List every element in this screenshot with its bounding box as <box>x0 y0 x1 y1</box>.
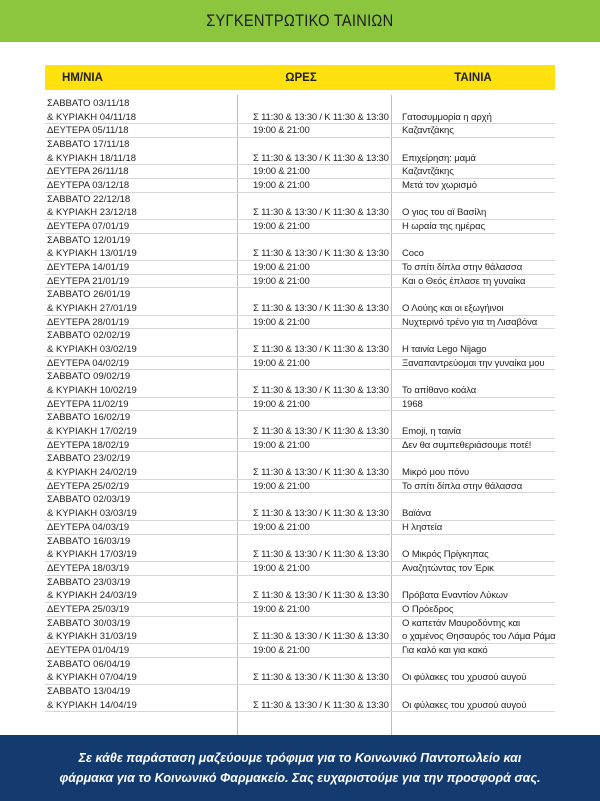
footer-band <box>0 735 600 801</box>
schedule-row <box>45 329 555 356</box>
screening-date: & ΚΥΡΙΑΚΗ 13/01/19 <box>47 248 137 260</box>
film-title: Πρόβατα Εναντίον Λύκων <box>402 590 508 602</box>
footer-message-line: Σε κάθε παράσταση μαζεύουμε τρόφιμα για το Κοινωνικό Παντοπωλείο και <box>78 751 522 765</box>
film-title: Οι φύλακες του χρυσού αυγού <box>402 672 527 684</box>
screening-date: & ΚΥΡΙΑΚΗ 10/02/19 <box>47 385 137 397</box>
screening-times: 19:00 & 21:00 <box>253 262 310 274</box>
column-header-film: ΤΑΙΝΙΑ <box>454 71 492 84</box>
date-cell <box>45 685 237 712</box>
film-cell <box>391 220 555 234</box>
screening-times: 19:00 & 21:00 <box>253 562 310 574</box>
screening-date: ΣΑΒΒΑΤΟ 16/02/19 <box>47 412 131 424</box>
schedule-row <box>45 535 555 562</box>
date-cell <box>45 439 237 453</box>
schedule-row <box>45 452 555 479</box>
schedule-row <box>45 179 555 193</box>
film-title: Καζαντζάκης <box>402 125 454 137</box>
table-header <box>45 65 555 90</box>
film-cell <box>391 452 555 479</box>
screening-date: ΣΑΒΒΑΤΟ 17/11/18 <box>47 139 130 151</box>
screening-date: & ΚΥΡΙΑΚΗ 31/03/19 <box>47 631 137 643</box>
footer-message-line: φάρμακα για το Κοινωνικό Φαρμακείο. Σας ευχαριστούμε για την προσφορά σας. <box>59 771 541 785</box>
film-title: Δεν θα συμπεθεριάσουμε ποτέ! <box>402 439 532 451</box>
times-cell <box>237 97 391 124</box>
date-cell <box>45 411 237 438</box>
date-cell <box>45 452 237 479</box>
times-cell <box>237 562 391 576</box>
film-title: Μετά τον χωρισμό <box>402 180 477 192</box>
film-cell <box>391 124 555 138</box>
film-cell <box>391 562 555 576</box>
date-cell <box>45 644 237 658</box>
screening-times: 19:00 & 21:00 <box>253 644 310 656</box>
screening-date: ΣΑΒΒΑΤΟ 23/02/19 <box>47 453 131 465</box>
screening-times: Σ 11:30 & 13:30 / Κ 11:30 & 13:30 <box>253 152 389 164</box>
times-cell <box>237 193 391 220</box>
screening-date: ΣΑΒΒΑΤΟ 13/04/19 <box>47 685 131 697</box>
schedule-row <box>45 658 555 685</box>
film-title: Η ταινία Lego Nijago <box>402 344 487 356</box>
column-header-times: ΩΡΕΣ <box>285 71 317 84</box>
screening-times: Σ 11:30 & 13:30 / Κ 11:30 & 13:30 <box>253 549 389 561</box>
screening-date: ΣΑΒΒΑΤΟ 02/02/19 <box>47 330 131 342</box>
screening-date: & ΚΥΡΙΑΚΗ 24/02/19 <box>47 467 137 479</box>
date-cell <box>45 193 237 220</box>
screening-times: Σ 11:30 & 13:30 / Κ 11:30 & 13:30 <box>253 207 389 219</box>
schedule-row <box>45 138 555 165</box>
date-cell <box>45 165 237 179</box>
times-cell <box>237 685 391 712</box>
schedule-row <box>45 521 555 535</box>
schedule-row <box>45 288 555 315</box>
times-cell <box>237 275 391 289</box>
schedule-row <box>45 275 555 289</box>
screening-date: ΣΑΒΒΑΤΟ 02/03/19 <box>47 494 131 506</box>
screening-date: & ΚΥΡΙΑΚΗ 17/03/19 <box>47 549 137 561</box>
screening-times: Σ 11:30 & 13:30 / Κ 11:30 & 13:30 <box>253 344 389 356</box>
times-cell <box>237 411 391 438</box>
times-cell <box>237 439 391 453</box>
film-cell <box>391 617 555 644</box>
film-title: Το απίθανο κοάλα <box>402 385 477 397</box>
film-cell <box>391 370 555 397</box>
screening-date: ΣΑΒΒΑΤΟ 16/03/19 <box>47 535 131 547</box>
film-cell <box>391 275 555 289</box>
title-band <box>0 0 600 42</box>
date-cell <box>45 124 237 138</box>
schedule-row <box>45 193 555 220</box>
times-cell <box>237 398 391 412</box>
screening-times: 19:00 & 21:00 <box>253 357 310 369</box>
schedule-row <box>45 603 555 617</box>
film-title: Και ο Θεός έπλασε τη γυναίκα <box>402 275 526 287</box>
film-title: Emoji, η ταινία <box>402 426 462 438</box>
times-cell <box>237 521 391 535</box>
schedule-row <box>45 576 555 603</box>
date-cell <box>45 138 237 165</box>
film-title: Το σπίτι δίπλα στην θάλασσα <box>402 480 523 492</box>
times-cell <box>237 452 391 479</box>
date-cell <box>45 521 237 535</box>
screening-date: & ΚΥΡΙΑΚΗ 07/04/19 <box>47 672 137 684</box>
film-title: Αναζητώντας τον Έρικ <box>402 562 494 574</box>
schedule-row <box>45 165 555 179</box>
film-cell <box>391 288 555 315</box>
schedule-row <box>45 562 555 576</box>
film-cell <box>391 644 555 658</box>
screening-times: Σ 11:30 & 13:30 / Κ 11:30 & 13:30 <box>253 631 389 643</box>
screening-times: 19:00 & 21:00 <box>253 275 310 287</box>
times-cell <box>237 316 391 330</box>
film-title: Η ληστεία <box>402 521 443 533</box>
screening-date: ΔΕΥΤΕΡΑ 28/01/19 <box>47 316 130 328</box>
times-cell <box>237 288 391 315</box>
screening-date: ΣΑΒΒΑΤΟ 09/02/19 <box>47 371 131 383</box>
screening-date: ΣΑΒΒΑΤΟ 23/03/19 <box>47 576 131 588</box>
screening-times: Σ 11:30 & 13:30 / Κ 11:30 & 13:30 <box>253 248 389 260</box>
screening-date: ΔΕΥΤΕΡΑ 18/03/19 <box>47 562 130 574</box>
date-cell <box>45 357 237 371</box>
times-cell <box>237 658 391 685</box>
screening-times: 19:00 & 21:00 <box>253 439 310 451</box>
screening-date: ΔΕΥΤΕΡΑ 01/04/19 <box>47 644 130 656</box>
screening-date: & ΚΥΡΙΑΚΗ 14/04/19 <box>47 699 137 711</box>
times-cell <box>237 644 391 658</box>
screening-date: ΔΕΥΤΕΡΑ 25/02/19 <box>47 480 130 492</box>
schedule-row <box>45 124 555 138</box>
film-cell <box>391 329 555 356</box>
screening-date: ΣΑΒΒΑΤΟ 06/04/19 <box>47 658 131 670</box>
times-cell <box>237 576 391 603</box>
date-cell <box>45 398 237 412</box>
times-cell <box>237 220 391 234</box>
film-title: ο χαμένος Θησαυρός του Λάμα Ράμα <box>402 631 556 643</box>
film-cell <box>391 165 555 179</box>
date-cell <box>45 603 237 617</box>
schedule-row <box>45 493 555 520</box>
film-cell <box>391 193 555 220</box>
date-cell <box>45 370 237 397</box>
film-cell <box>391 97 555 124</box>
schedule-row <box>45 357 555 371</box>
screening-times: Σ 11:30 & 13:30 / Κ 11:30 & 13:30 <box>253 426 389 438</box>
screening-times: Σ 11:30 & 13:30 / Κ 11:30 & 13:30 <box>253 672 389 684</box>
film-title: Για καλό και για κακό <box>402 644 488 656</box>
screening-times: 19:00 & 21:00 <box>253 603 310 615</box>
screening-date: & ΚΥΡΙΑΚΗ 03/02/19 <box>47 344 137 356</box>
schedule-table <box>45 97 555 712</box>
film-title: Νυχτερινό τρένο για τη Λισαβόνα <box>402 316 538 328</box>
schedule-row <box>45 411 555 438</box>
times-cell <box>237 234 391 261</box>
times-cell <box>237 617 391 644</box>
film-title: Καζαντζάκης <box>402 166 454 178</box>
film-cell <box>391 658 555 685</box>
schedule-row <box>45 685 555 712</box>
film-cell <box>391 411 555 438</box>
film-cell <box>391 138 555 165</box>
film-cell <box>391 439 555 453</box>
date-cell <box>45 220 237 234</box>
film-title: Ο Μικρός Πρίγκηπας <box>402 549 489 561</box>
screening-date: ΣΑΒΒΑΤΟ 30/03/19 <box>47 617 131 629</box>
screening-date: & ΚΥΡΙΑΚΗ 04/11/18 <box>47 111 137 123</box>
screening-date: ΔΕΥΤΕΡΑ 18/02/19 <box>47 439 130 451</box>
times-cell <box>237 603 391 617</box>
film-title: Ο Πρόεδρος <box>402 603 454 615</box>
screening-date: & ΚΥΡΙΑΚΗ 24/03/19 <box>47 590 137 602</box>
page-title: ΣΥΓΚΕΝΤΡΩΤΙΚΟ ΤΑΙΝΙΩΝ <box>206 11 394 30</box>
date-cell <box>45 480 237 494</box>
screening-date: ΔΕΥΤΕΡΑ 26/11/18 <box>47 166 129 178</box>
times-cell <box>237 138 391 165</box>
film-cell <box>391 179 555 193</box>
times-cell <box>237 329 391 356</box>
date-cell <box>45 288 237 315</box>
screening-date: ΔΕΥΤΕΡΑ 25/03/19 <box>47 603 130 615</box>
film-cell <box>391 261 555 275</box>
screening-date: ΔΕΥΤΕΡΑ 04/03/19 <box>47 521 130 533</box>
date-cell <box>45 234 237 261</box>
column-header-date: ΗΜ/ΝΙΑ <box>62 71 103 84</box>
screening-date: ΔΕΥΤΕΡΑ 03/12/18 <box>47 180 130 192</box>
times-cell <box>237 480 391 494</box>
screening-times: 19:00 & 21:00 <box>253 316 310 328</box>
film-cell <box>391 603 555 617</box>
screening-times: 19:00 & 21:00 <box>253 221 310 233</box>
times-cell <box>237 261 391 275</box>
screening-times: Σ 11:30 & 13:30 / Κ 11:30 & 13:30 <box>253 590 389 602</box>
screening-date: & ΚΥΡΙΑΚΗ 18/11/18 <box>47 152 137 164</box>
screening-times: Σ 11:30 & 13:30 / Κ 11:30 & 13:30 <box>253 699 389 711</box>
film-title: Μικρό μου πόνυ <box>402 467 470 479</box>
film-title: Ο γιος του αϊ Βασίλη <box>402 207 487 219</box>
film-title: Ο Λούης και οι εξωγήινοι <box>402 303 504 315</box>
film-cell <box>391 521 555 535</box>
schedule-row <box>45 370 555 397</box>
film-title: Γατοσυμμορία η αρχή <box>402 111 492 123</box>
film-title: Επιχείρηση: μαμά <box>402 152 476 164</box>
times-cell <box>237 124 391 138</box>
times-cell <box>237 179 391 193</box>
schedule-row <box>45 220 555 234</box>
schedule-row <box>45 644 555 658</box>
date-cell <box>45 316 237 330</box>
times-cell <box>237 535 391 562</box>
screening-times: 19:00 & 21:00 <box>253 480 310 492</box>
schedule-row <box>45 398 555 412</box>
screening-times: 19:00 & 21:00 <box>253 166 310 178</box>
date-cell <box>45 658 237 685</box>
film-title: 1968 <box>402 398 423 410</box>
screening-times: 19:00 & 21:00 <box>253 125 310 137</box>
screening-date: & ΚΥΡΙΑΚΗ 03/03/19 <box>47 508 137 520</box>
film-cell <box>391 357 555 371</box>
schedule-row <box>45 480 555 494</box>
schedule-row <box>45 97 555 124</box>
film-title: Ξαναπαντρεύομαι την γυναίκα μου <box>402 357 545 369</box>
screening-date: ΔΕΥΤΕΡΑ 21/01/19 <box>47 275 130 287</box>
screening-times: Σ 11:30 & 13:30 / Κ 11:30 & 13:30 <box>253 303 389 315</box>
screening-date: & ΚΥΡΙΑΚΗ 27/01/19 <box>47 303 137 315</box>
film-cell <box>391 493 555 520</box>
screening-date: ΣΑΒΒΑΤΟ 03/11/18 <box>47 98 130 109</box>
screening-times: 19:00 & 21:00 <box>253 398 310 410</box>
date-cell <box>45 97 237 124</box>
screening-date: ΣΑΒΒΑΤΟ 26/01/19 <box>47 289 131 301</box>
times-cell <box>237 165 391 179</box>
film-title: Οι φύλακες του χρυσού αυγού <box>402 699 527 711</box>
date-cell <box>45 576 237 603</box>
screening-date: ΣΑΒΒΑΤΟ 22/12/18 <box>47 193 131 205</box>
date-cell <box>45 329 237 356</box>
schedule-row <box>45 617 555 644</box>
date-cell <box>45 179 237 193</box>
film-title: Η ωραία της ημέρας <box>402 221 485 233</box>
screening-date: ΔΕΥΤΕΡΑ 05/11/18 <box>47 125 129 137</box>
screening-date: & ΚΥΡΙΑΚΗ 23/12/18 <box>47 207 137 219</box>
schedule-row <box>45 316 555 330</box>
screening-date: & ΚΥΡΙΑΚΗ 17/02/19 <box>47 426 137 438</box>
film-title: Ο καπετάν Μαυροδόντης και <box>402 617 521 629</box>
screening-date: ΔΕΥΤΕΡΑ 11/02/19 <box>47 398 129 410</box>
film-cell <box>391 398 555 412</box>
screening-times: 19:00 & 21:00 <box>253 180 310 192</box>
times-cell <box>237 493 391 520</box>
screening-times: Σ 11:30 & 13:30 / Κ 11:30 & 13:30 <box>253 467 389 479</box>
screening-date: ΣΑΒΒΑΤΟ 12/01/19 <box>47 234 131 246</box>
film-cell <box>391 685 555 712</box>
screening-times: Σ 11:30 & 13:30 / Κ 11:30 & 13:30 <box>253 385 389 397</box>
date-cell <box>45 617 237 644</box>
screening-date: ΔΕΥΤΕΡΑ 07/01/19 <box>47 221 130 233</box>
film-cell <box>391 480 555 494</box>
date-cell <box>45 275 237 289</box>
film-title: Το σπίτι δίπλα στην θάλασσα <box>402 262 523 274</box>
film-cell <box>391 316 555 330</box>
schedule-row <box>45 234 555 261</box>
schedule-row <box>45 261 555 275</box>
film-cell <box>391 576 555 603</box>
date-cell <box>45 562 237 576</box>
schedule-row <box>45 439 555 453</box>
screening-times: Σ 11:30 & 13:30 / Κ 11:30 & 13:30 <box>253 508 389 520</box>
film-title: Coco <box>402 248 424 260</box>
film-cell <box>391 234 555 261</box>
screening-times: Σ 11:30 & 13:30 / Κ 11:30 & 13:30 <box>253 111 389 123</box>
film-title: Βαϊάνα <box>402 508 432 520</box>
screening-date: ΔΕΥΤΕΡΑ 04/02/19 <box>47 357 130 369</box>
date-cell <box>45 535 237 562</box>
times-cell <box>237 357 391 371</box>
date-cell <box>45 261 237 275</box>
times-cell <box>237 370 391 397</box>
screening-date: ΔΕΥΤΕΡΑ 14/01/19 <box>47 262 130 274</box>
screening-times: 19:00 & 21:00 <box>253 521 310 533</box>
film-cell <box>391 535 555 562</box>
date-cell <box>45 493 237 520</box>
